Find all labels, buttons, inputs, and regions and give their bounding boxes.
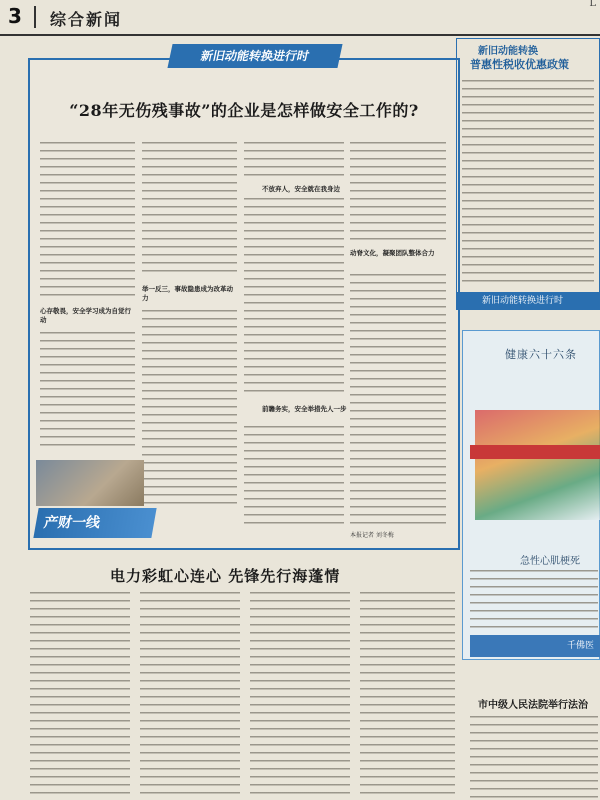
article-author: 本报记者 刘冬梅: [350, 532, 394, 539]
bottom-column-3: [250, 592, 350, 800]
sidebar-tax-title-2: 普惠性税收优惠政策: [470, 58, 569, 71]
page-header: [0, 0, 600, 36]
health-footer-brand: 千佛医: [470, 635, 600, 657]
section-banner: 产财一线: [33, 508, 156, 538]
court-headline: 市中级人民法院举行法治: [478, 700, 588, 711]
health-title: 健康六十六条: [505, 348, 577, 361]
bottom-headline: 电力彩虹心连心 先锋先行海蓬情: [110, 567, 341, 585]
article-column-1b: [40, 332, 135, 452]
bottom-column-2: [140, 592, 240, 800]
health-text: [470, 570, 598, 630]
court-text: [470, 716, 598, 800]
header-divider: [34, 6, 36, 28]
top-right-mark: L: [589, 0, 596, 9]
subhead-2: 举一反三，事故隐患成为改革动力: [142, 285, 233, 302]
article-column-2: [142, 142, 237, 277]
bottom-column-4: [360, 592, 455, 800]
feature-headline: “28年无伤残事故”的企业是怎样做安全工作的?: [69, 101, 419, 120]
article-column-3: [244, 142, 344, 182]
sidebar-strip: 新旧动能转换进行时: [456, 292, 600, 310]
topic-label: 新旧动能转换进行时: [167, 44, 342, 68]
page-number: 3: [8, 4, 22, 28]
article-column-3b: [244, 198, 344, 398]
bottom-column-1: [30, 592, 130, 800]
article-column-3c: [244, 426, 344, 524]
article-column-4b: [350, 274, 446, 524]
health-ad-image: [475, 410, 600, 520]
health-ad-strip: [470, 445, 600, 459]
subhead-4: 动脊文化，凝聚团队整体合力: [350, 249, 435, 257]
article-column-1: [40, 142, 135, 302]
section-title: 综合新闻: [50, 10, 123, 29]
health-subtitle: 急性心肌梗死: [520, 556, 580, 567]
sidebar-tax-text: [462, 80, 594, 285]
article-column-2b: [142, 310, 237, 510]
banner-photo: [36, 460, 144, 506]
subhead-1: 心存敬畏，安全学习成为自觉行动: [40, 307, 131, 324]
subhead-3: 不放弃人，安全就在我身边: [262, 185, 340, 193]
subhead-5: 前瞻务实，安全举措先人一步: [262, 405, 347, 413]
sidebar-tax-title-1: 新旧动能转换: [478, 46, 538, 57]
article-column-4: [350, 142, 446, 242]
